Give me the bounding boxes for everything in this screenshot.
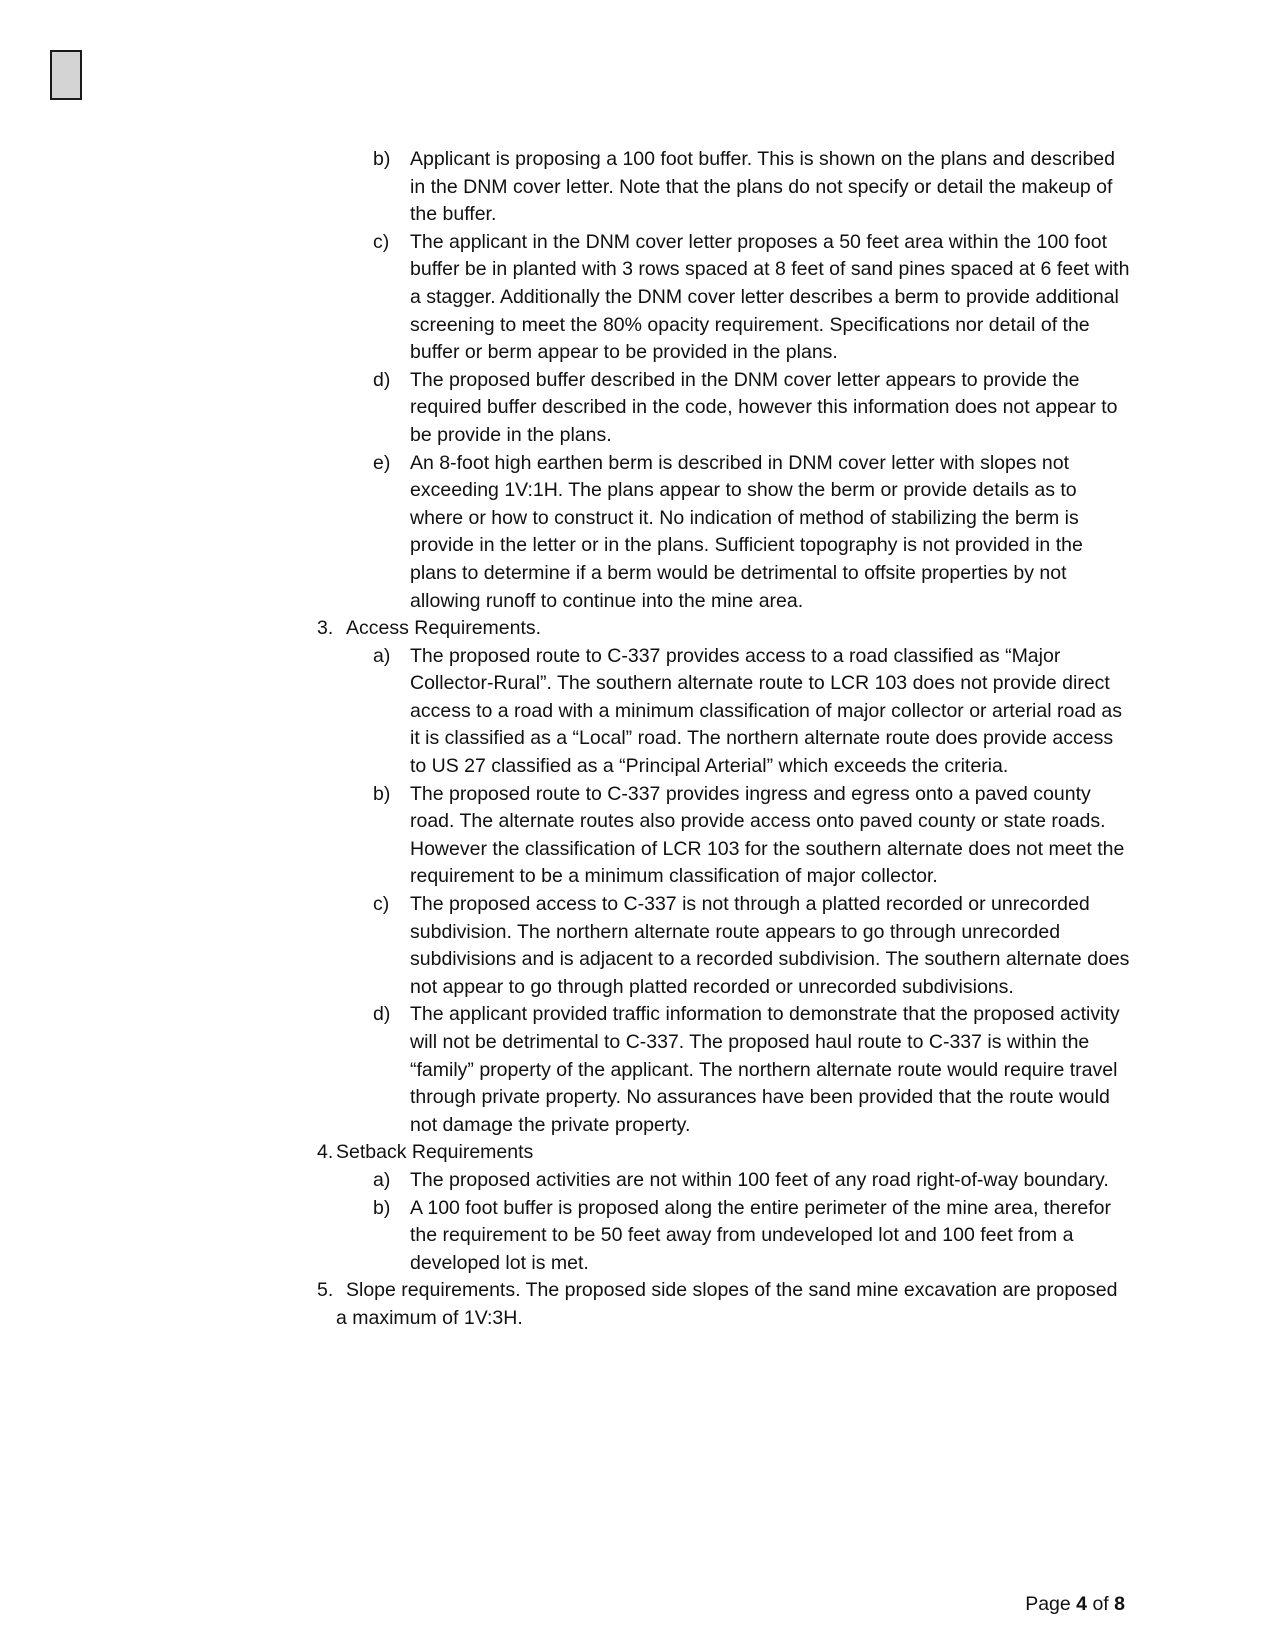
list-item-label: e) bbox=[373, 451, 391, 474]
list-item-label: b) bbox=[373, 1196, 391, 1219]
list-item bbox=[0, 1195, 1275, 1278]
list-item-text: The proposed route to C-337 provides access to a road classified as “Major Collector-Rural”. The southern alternate route to LCR 103 does not provide direct access to a road with a minimum classification of major collector or arterial road as it is classified as a “Local” road. The northern alternate route does provide access to US 27 classified as a “Principal Arterial” which exceeds the criteria. bbox=[410, 644, 1123, 778]
section-heading-setback bbox=[0, 1139, 1275, 1167]
section-heading-access bbox=[0, 615, 1275, 643]
list-item bbox=[0, 367, 1275, 450]
list-item bbox=[0, 1167, 1275, 1195]
section-title: Slope requirements. The proposed side slopes of the sand mine excavation are proposed a maximum of 1V:3H. bbox=[336, 1279, 1118, 1329]
list-item-label: d) bbox=[373, 1003, 391, 1026]
list-item bbox=[0, 229, 1275, 367]
section-number: 4. bbox=[317, 1141, 334, 1164]
page-number bbox=[1025, 1591, 1125, 1618]
document-body bbox=[0, 146, 1275, 1333]
list-item-label: b) bbox=[373, 148, 391, 170]
list-item-text: The applicant provided traffic information to demonstrate that the proposed activity will not be detrimental to C-337. The proposed haul route to C-337 is within the “family” property of the applicant. The northern alternate route would require travel through private property. No assurances have been provided that the route would not damage the private property. bbox=[410, 1003, 1120, 1136]
list-item bbox=[0, 643, 1275, 781]
section-heading-slope bbox=[0, 1277, 1275, 1332]
list-item-text: The proposed route to C-337 provides ingress and egress onto a paved county road. The alternate routes also provide access onto paved county or state roads. However the classification of LCR 103 for the southern alternate does not meet the requirement to be a minimum classification of major collector. bbox=[410, 782, 1125, 888]
list-item bbox=[0, 781, 1275, 891]
page-of: of bbox=[1092, 1593, 1109, 1615]
corner-box bbox=[50, 50, 82, 100]
list-item-label: b) bbox=[373, 782, 391, 805]
section-title: Setback Requirements bbox=[336, 1141, 534, 1164]
list-item-text: The proposed activities are not within 100 feet of any road right-of-way boundary. bbox=[410, 1168, 1109, 1191]
list-item-text: Applicant is proposing a 100 foot buffer. This is shown on the plans and described in the DNM cover letter. Note that the plans do not specify or detail the makeup of the buffer. bbox=[410, 148, 1115, 226]
page-total: 8 bbox=[1114, 1593, 1125, 1615]
list-item-text: A 100 foot buffer is proposed along the entire perimeter of the mine area, therefor the requirement to be 50 feet away from undeveloped lot and 100 feet from a developed lot is met. bbox=[410, 1196, 1111, 1274]
list-item bbox=[0, 891, 1275, 1001]
list-item-label: a) bbox=[373, 644, 391, 667]
list-item-label: c) bbox=[373, 893, 390, 916]
list-item bbox=[0, 146, 1275, 229]
section-title: Access Requirements. bbox=[346, 617, 542, 640]
page-prefix: Page bbox=[1025, 1593, 1071, 1615]
list-item-label: c) bbox=[373, 230, 390, 253]
list-item-text: The proposed access to C-337 is not through a platted recorded or unrecorded subdivision. The northern alternate route appears to go through unrecorded subdivisions and is adjacent to a recorded subdivision. The southern alternate does not appear to go through platted recorded or unrecorded subdivisions. bbox=[410, 893, 1130, 998]
list-item-text: The proposed buffer described in the DNM cover letter appears to provide the required buffer described in the code, however this information does not appear to be provide in the plans. bbox=[410, 368, 1118, 446]
list-item-label: d) bbox=[373, 368, 391, 391]
section-number: 5. bbox=[317, 1279, 334, 1302]
list-item bbox=[0, 1001, 1275, 1139]
list-item-text: An 8-foot high earthen berm is described in DNM cover letter with slopes not exceeding 1V:1H. The plans appear to show the berm or provide details as to where or how to construct it. No indication of method of stabilizing the berm is provide in the letter or in the plans. Sufficient topography is not provided in the plans to determine if a berm would be detrimental to offsite properties by not allowing runoff to continue into the mine area. bbox=[410, 451, 1083, 612]
section-number: 3. bbox=[317, 617, 334, 640]
list-item-label: a) bbox=[373, 1168, 391, 1191]
list-item bbox=[0, 450, 1275, 616]
list-item-text: The applicant in the DNM cover letter proposes a 50 feet area within the 100 foot buffer be in planted with 3 rows spaced at 8 feet of sand pines spaced at 6 feet with a stagger. Additionally the DNM cover letter describes a berm to provide additional screening to meet the 80% opacity requirement. Specifications nor detail of the buffer or berm appear to be provided in the plans. bbox=[410, 230, 1130, 364]
page-current: 4 bbox=[1076, 1593, 1088, 1615]
